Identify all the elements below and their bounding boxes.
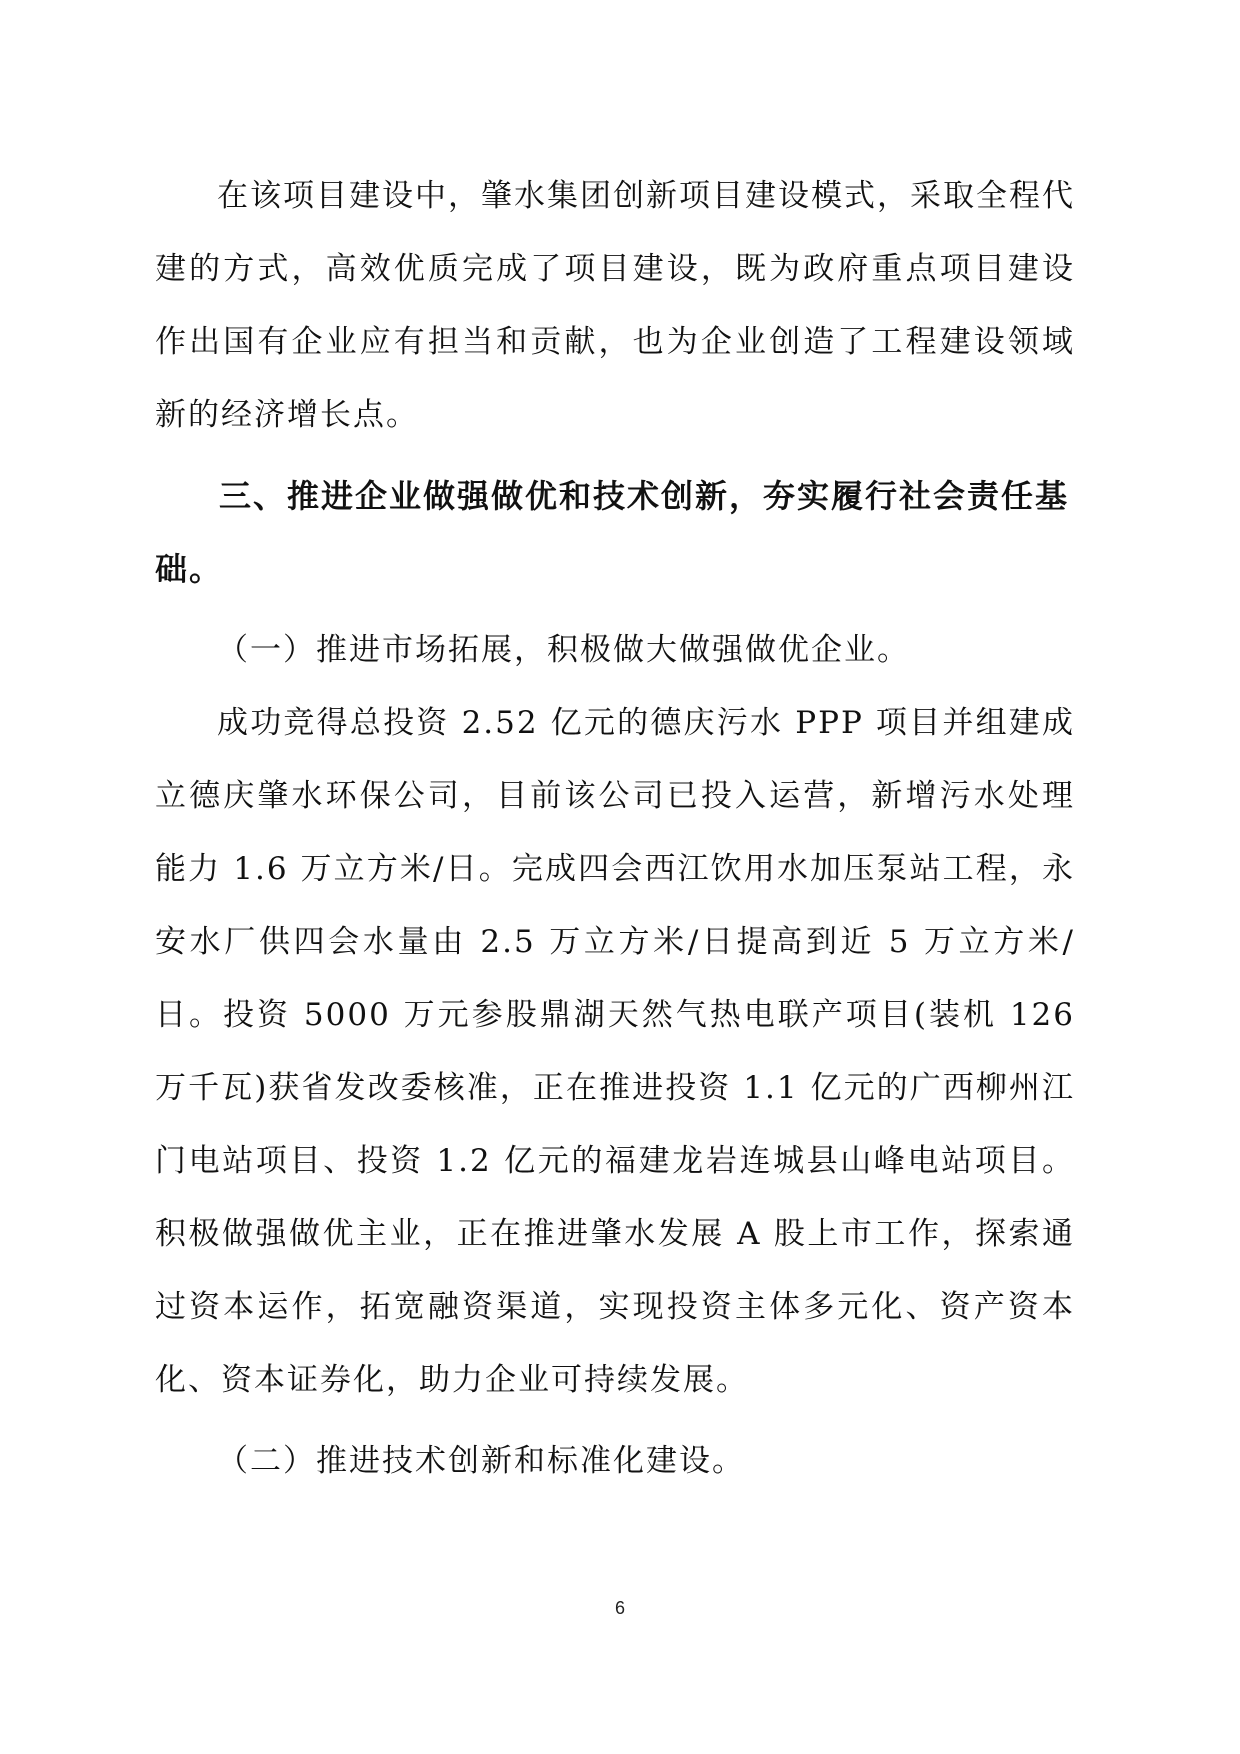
document-body bbox=[155, 160, 1075, 1498]
section-heading-3: 三、推进企业做强做优和技术创新，夯实履行社会责任基础。 bbox=[155, 477, 1070, 588]
page-number: 6 bbox=[614, 1598, 625, 1618]
paragraph-market-expansion: 成功竞得总投资 2.52 亿元的德庆污水 PPP 项目并组建成立德庆肇水环保公司，目前该公司已投入运营，新增污水处理能力 1.6 万立方米/日。完成四会西江饮用水加压泵站工程，永安水厂供四会水量由 2.5 万立方米/日提高到近 5 万立方米/日。投资 5000 万元参股鼎湖天然气热电联产项目(装机 126 万千瓦)获省发改委核准，正在推进投资 1.1 亿元的广西柳州江门电站项目、投资 1.2 亿元的福建龙岩连城县山峰电站项目。积极做强做优主业，正在推进肇水发展 A 股上市工作，探索通过资本运作，拓宽融资渠道，实现投资主体多元化、资产资本化、资本证券化，助力企业可持续发展。 bbox=[155, 705, 1075, 1398]
subsection-heading-1: （一）推进市场拓展，积极做大做强做优企业。 bbox=[217, 632, 910, 668]
subsection-heading-2: （二）推进技术创新和标准化建设。 bbox=[217, 1443, 745, 1479]
paragraph-project-construction: 在该项目建设中，肇水集团创新项目建设模式，采取全程代建的方式，高效优质完成了项目建设，既为政府重点项目建设作出国有企业应有担当和贡献，也为企业创造了工程建设领域新的经济增长点。 bbox=[155, 178, 1075, 433]
